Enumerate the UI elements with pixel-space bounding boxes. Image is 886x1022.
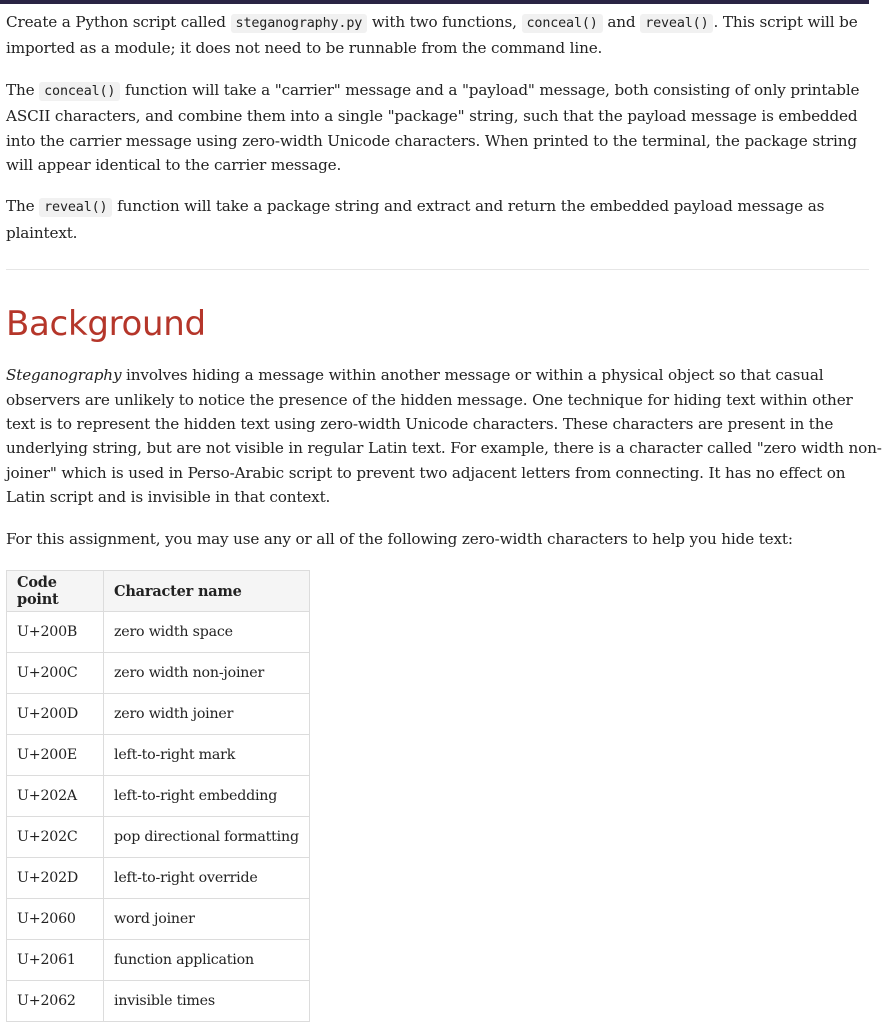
background-paragraph-1 — [6, 363, 886, 509]
text: function will take a package string and extract and return the embedded payload message as plaintext. — [6, 197, 825, 242]
cell-code-point: U+200B — [7, 612, 104, 653]
text: and — [602, 13, 641, 31]
emphasis-term: Steganography — [6, 366, 122, 385]
table-row — [7, 940, 310, 981]
section-divider — [6, 269, 869, 270]
cell-character-name: left-to-right mark — [104, 735, 310, 776]
section-heading-background: Background — [6, 304, 206, 345]
table-row — [7, 612, 310, 653]
cell-code-point: U+202C — [7, 817, 104, 858]
intro-paragraph-1 — [6, 10, 886, 61]
cell-code-point: U+200E — [7, 735, 104, 776]
cell-character-name: zero width space — [104, 612, 310, 653]
document-body — [6, 10, 886, 1022]
text: The — [6, 197, 40, 216]
background-paragraph-2: For this assignment, you may use any or all of the following zero-width characters to help you hide text: — [6, 529, 793, 548]
cell-code-point: U+2060 — [7, 899, 104, 940]
table-row — [7, 899, 310, 940]
text: . This script will be imported as a module; it does not need to be runnable from the command line. — [6, 13, 858, 58]
code-filename: steganography.py — [231, 14, 368, 33]
cell-code-point: U+200D — [7, 694, 104, 735]
cell-character-name: invisible times — [104, 981, 310, 1022]
cell-character-name: function application — [104, 940, 310, 981]
cell-character-name: word joiner — [104, 899, 310, 940]
cell-character-name: zero width non-joiner — [104, 653, 310, 694]
text: The — [6, 80, 40, 99]
cell-character-name: left-to-right override — [104, 858, 310, 899]
code-conceal: conceal() — [522, 14, 603, 33]
cell-code-point: U+202A — [7, 776, 104, 817]
text: involves hiding a message within another message or within a physical object so that casual observers are unlikely to notice the presence of the hidden message. One technique for hiding text within other text is to represent the hidden text using zero-width Unicode characters. These characters are present in the underlying string, but are not visible in regular Latin text. For example, there is a character called "zero width non-joiner" which is used in Perso-Arabic script to prevent two adjacent letters from connecting. It has no effect on Latin script and is invisible in that context. — [6, 366, 882, 507]
intro-paragraph-2 — [6, 78, 886, 178]
table-row — [7, 653, 310, 694]
table-header-row — [7, 571, 310, 612]
code-conceal: conceal() — [39, 82, 120, 101]
table-row — [7, 735, 310, 776]
zero-width-characters-table — [6, 570, 310, 1022]
table-row — [7, 981, 310, 1022]
header-code-point: Code point — [7, 571, 104, 612]
text: function will take a "carrier" message and a "payload" message, both consisting of only printable ASCII characters, and combine them into a single "package" string, such that the payload message is embedded into the carrier message using zero-width Unicode characters. When printed to the terminal, the package string will appear identical to the carrier message. — [6, 80, 860, 175]
cell-character-name: zero width joiner — [104, 694, 310, 735]
cell-code-point: U+2062 — [7, 981, 104, 1022]
top-accent-bar — [0, 0, 869, 4]
cell-code-point: U+200C — [7, 653, 104, 694]
table-row — [7, 694, 310, 735]
header-character-name: Character name — [104, 571, 310, 612]
cell-code-point: U+202D — [7, 858, 104, 899]
code-reveal: reveal() — [39, 198, 112, 217]
text: with two functions, — [367, 13, 522, 31]
table-row — [7, 858, 310, 899]
code-reveal: reveal() — [640, 14, 713, 33]
cell-character-name: pop directional formatting — [104, 817, 310, 858]
table-row — [7, 776, 310, 817]
table-row — [7, 817, 310, 858]
text: Create a Python script called — [6, 13, 231, 31]
cell-code-point: U+2061 — [7, 940, 104, 981]
cell-character-name: left-to-right embedding — [104, 776, 310, 817]
intro-paragraph-3 — [6, 194, 886, 245]
